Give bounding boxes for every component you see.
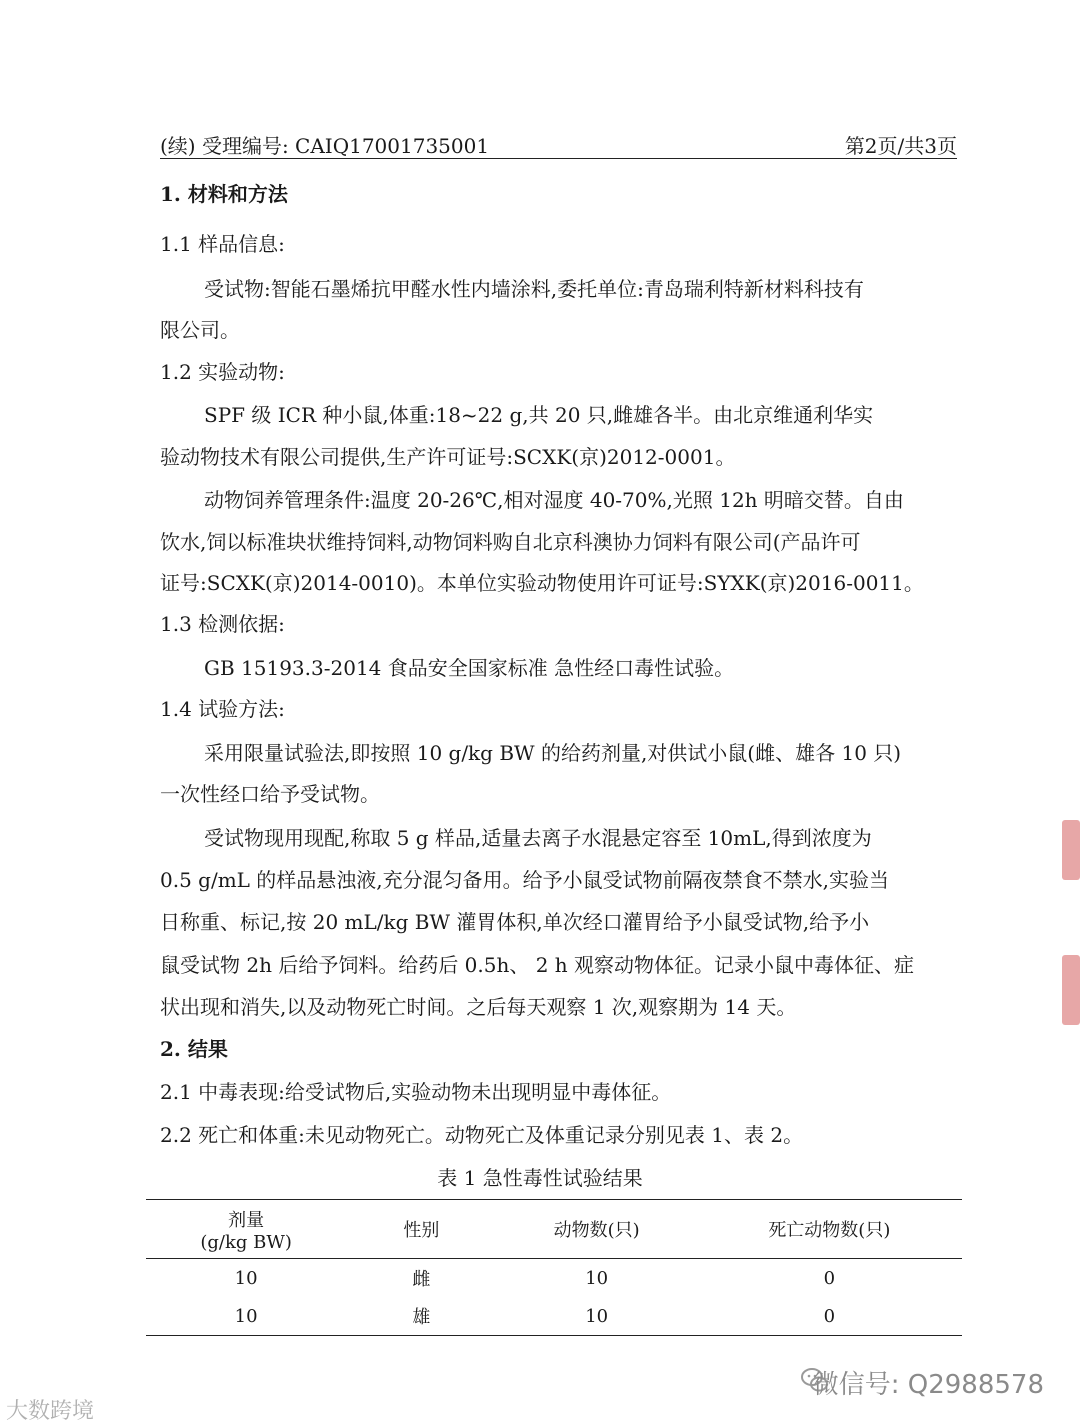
paragraph-line: GB 15193.3-2014 食品安全国家标准 急性经口毒性试验。: [204, 656, 735, 680]
header-sex: 性别: [403, 1220, 440, 1241]
seal-stamp-fragment: [1062, 820, 1080, 880]
page-number: 第2页/共3页: [844, 134, 957, 158]
paragraph-line: 限公司。: [160, 318, 240, 342]
brand-watermark: 大数跨境: [6, 1399, 95, 1424]
paragraph-line: 动物饲养管理条件:温度 20-26℃,相对湿度 40-70%,光照 12h 明暗交替。自由: [204, 488, 904, 512]
wechat-watermark: 微信号: Q2988578: [812, 1370, 1044, 1400]
cell-death-count: 0: [823, 1267, 836, 1289]
paragraph-line: 鼠受试物 2h 后给予饲料。给药后 0.5h、 2 h 观察动物体征。记录小鼠中毒体征、症: [160, 953, 915, 977]
paragraph-line: 采用限量试验法,即按照 10 g/kg BW 的给药剂量,对供试小鼠(雌、雄各 10 只): [204, 741, 902, 765]
paragraph-line: 状出现和消失,以及动物死亡时间。之后每天观察 1 次,观察期为 14 天。: [160, 995, 797, 1019]
paragraph-line: 一次性经口给予受试物。: [160, 782, 380, 806]
subsection-death-weight: 2.2 死亡和体重:未见动物死亡。动物死亡及体重记录分别见表 1、表 2。: [160, 1123, 804, 1147]
table-row: [146, 1297, 962, 1336]
page-header: [160, 130, 957, 159]
header-animal-count: 动物数(只): [553, 1220, 640, 1241]
cell-animal-count: 10: [585, 1267, 609, 1289]
paragraph-line: 受试物现用现配,称取 5 g 样品,适量去离子水混悬定容至 10mL,得到浓度为: [204, 826, 872, 850]
header-death-count: 死亡动物数(只): [768, 1220, 891, 1241]
cell-dose: 10: [234, 1305, 258, 1327]
paragraph-line: 日称重、标记,按 20 mL/kg BW 灌胃体积,单次经口灌胃给予小鼠受试物,给予小: [160, 910, 870, 934]
acceptance-number: (续) 受理编号: CAIQ17001735001: [160, 134, 490, 158]
table-header-row: [146, 1200, 962, 1259]
cell-sex: 雄: [412, 1307, 431, 1328]
section-heading-results: 2. 结果: [160, 1037, 228, 1061]
paragraph-line: SPF 级 ICR 种小鼠,体重:18~22 g,共 20 只,雌雄各半。由北京维通利华实: [204, 403, 874, 427]
subsection-animals: 1.2 实验动物:: [160, 360, 285, 384]
header-dose: [146, 1200, 346, 1259]
paragraph-line: 验动物技术有限公司提供,生产许可证号:SCXK(京)2012-0001。: [160, 445, 736, 469]
paragraph-line: 证号:SCXK(京)2014-0010)。本单位实验动物使用许可证号:SYXK(京)2016-0011。: [160, 571, 924, 595]
subsection-toxicity: 2.1 中毒表现:给受试物后,实验动物未出现明显中毒体征。: [160, 1080, 672, 1104]
subsection-basis: 1.3 检测依据:: [160, 612, 285, 636]
seal-stamp-fragment: [1062, 955, 1080, 1025]
paragraph-line: 0.5 g/mL 的样品悬浊液,充分混匀备用。给予小鼠受试物前隔夜禁食不禁水,实验当: [160, 868, 890, 892]
cell-sex: 雌: [412, 1269, 431, 1290]
results-table: [146, 1199, 962, 1336]
subsection-sample-info: 1.1 样品信息:: [160, 232, 285, 256]
cell-dose: 10: [234, 1267, 258, 1289]
header-dose-label: 剂量: [228, 1209, 265, 1231]
header-dose-unit: (g/kg BW): [200, 1231, 292, 1253]
cell-animal-count: 10: [585, 1305, 609, 1327]
subsection-method: 1.4 试验方法:: [160, 697, 285, 721]
paragraph-line: 饮水,饲以标准块状维持饲料,动物饲料购自北京科澳协力饲料有限公司(产品许可: [160, 530, 861, 554]
paragraph-line: 受试物:智能石墨烯抗甲醛水性内墙涂料,委托单位:青岛瑞利特新材料科技有: [204, 277, 864, 301]
table-caption: 表 1 急性毒性试验结果: [437, 1166, 643, 1190]
cell-death-count: 0: [823, 1305, 836, 1327]
table-row: [146, 1259, 962, 1298]
section-heading-materials: 1. 材料和方法: [160, 182, 288, 206]
